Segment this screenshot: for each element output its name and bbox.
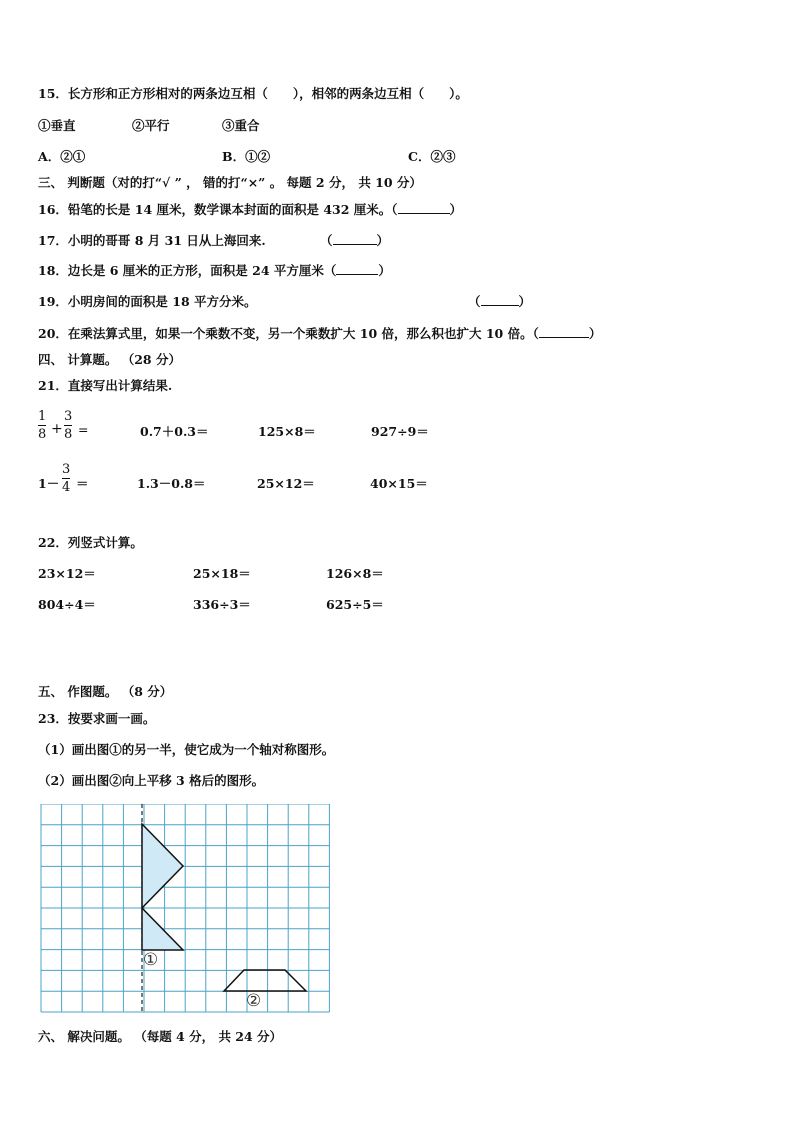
fraction-bar <box>38 425 46 426</box>
q22-item-2: 25×18＝ <box>193 566 251 581</box>
frac-numerator: 3 <box>64 409 73 424</box>
q17-answer-blank[interactable] <box>333 232 377 245</box>
q17-close: ） <box>376 233 390 248</box>
q20-text: 20．在乘法算式里，如果一个乘数不变，另一个乘数扩大 10 倍，那么积也扩大 10 倍。（ <box>38 326 539 341</box>
q21-item-3: 125×8＝ <box>258 424 316 439</box>
q17-open: （ <box>320 233 333 248</box>
q19-text: 19．小明房间的面积是 18 平方分米。 <box>38 294 257 309</box>
section6-title: 六、 解决问题。 （每题 4 分， 共 24 分） <box>38 1029 283 1044</box>
q23-sub1: （1）画出图①的另一半，使它成为一个轴对称图形。 <box>38 742 335 757</box>
q19-open: （ <box>468 294 481 309</box>
frac-denominator: 4 <box>62 480 71 495</box>
q15-choice-2: ②平行 <box>132 118 170 133</box>
q18-text: 18．边长是 6 厘米的正方形，面积是 24 平方厘米（ <box>38 263 337 278</box>
q20 <box>38 324 601 342</box>
q21-item-2: 0.7＋0.3＝ <box>140 424 209 439</box>
section5-title: 五、 作图题。 （8 分） <box>38 684 173 699</box>
q20-close: ） <box>588 326 602 341</box>
frac-numerator: 1 <box>38 409 47 424</box>
q23-drawing-grid[interactable] <box>40 804 330 1016</box>
q17-text: 17．小明的哥哥 8 月 31 日从上海回来. <box>38 233 266 248</box>
grid-lines <box>41 804 329 1012</box>
section4-title: 四、 计算题。 （28 分） <box>38 352 181 367</box>
q22-item-5: 336÷3＝ <box>193 597 251 612</box>
q22-item-6: 625÷5＝ <box>326 597 384 612</box>
q21-fraction-1-8 <box>38 409 46 442</box>
q22-item-4: 804÷4＝ <box>38 597 96 612</box>
equals-sign: ＝ <box>76 476 89 491</box>
q18-answer-blank[interactable] <box>336 262 378 275</box>
q18-close: ） <box>378 263 391 278</box>
figure-2-label: ② <box>246 991 262 1011</box>
q21-item-6: 1.3－0.8＝ <box>137 476 206 491</box>
q16-text: 16．铅笔的长是 14 厘米，数学课本封面的面积是 432 厘米。（ <box>38 202 398 217</box>
q19-close: ） <box>518 294 532 309</box>
q21-fraction-3-4 <box>62 462 70 495</box>
q21-item-4: 927÷9＝ <box>371 424 429 439</box>
q15-text: 15．长方形和正方形相对的两条边互相（ ），相邻的两条边互相（ ）。 <box>38 86 468 101</box>
q23-title: 23．按要求画一画。 <box>38 711 156 726</box>
q15-choice-1: ①垂直 <box>38 118 76 133</box>
q15-option-c: C．②③ <box>408 149 456 164</box>
q21-item-7: 25×12＝ <box>257 476 315 491</box>
q15-choice-3: ③重合 <box>222 118 260 133</box>
figure-1-label: ① <box>143 950 159 970</box>
q16-answer-blank[interactable] <box>398 201 450 214</box>
q23-sub2: （2）画出图②向上平移 3 格后的图形。 <box>38 773 265 788</box>
plus-sign: + <box>51 421 63 437</box>
q15-option-a: A．②① <box>38 149 86 164</box>
q16-close: ） <box>449 202 463 217</box>
frac-denominator: 8 <box>64 427 73 442</box>
q21-title: 21．直接写出计算结果. <box>38 378 173 393</box>
figure-2-trapezoid <box>224 970 306 991</box>
q21-fraction-3-8 <box>64 409 72 442</box>
q15-option-b: B．①② <box>222 149 271 164</box>
q20-answer-blank[interactable] <box>539 325 589 338</box>
q19-paren <box>468 292 531 310</box>
q18 <box>38 261 391 279</box>
q21-row2-lead: 1－ <box>38 476 60 491</box>
q21-item-8: 40×15＝ <box>370 476 428 491</box>
q19-answer-blank[interactable] <box>481 293 519 306</box>
fraction-bar <box>62 478 70 479</box>
fraction-bar <box>64 425 72 426</box>
q16 <box>38 200 462 218</box>
q17-paren <box>320 231 389 249</box>
frac-denominator: 8 <box>38 427 47 442</box>
q22-title: 22．列竖式计算。 <box>38 535 143 550</box>
frac-numerator: 3 <box>62 462 71 477</box>
equals-sign: = <box>78 422 89 437</box>
q22-item-1: 23×12＝ <box>38 566 96 581</box>
section3-title: 三、 判断题（对的打“√ ” ， 错的打“×” 。 每题 2 分， 共 10 分） <box>38 175 422 190</box>
q22-item-3: 126×8＝ <box>326 566 384 581</box>
